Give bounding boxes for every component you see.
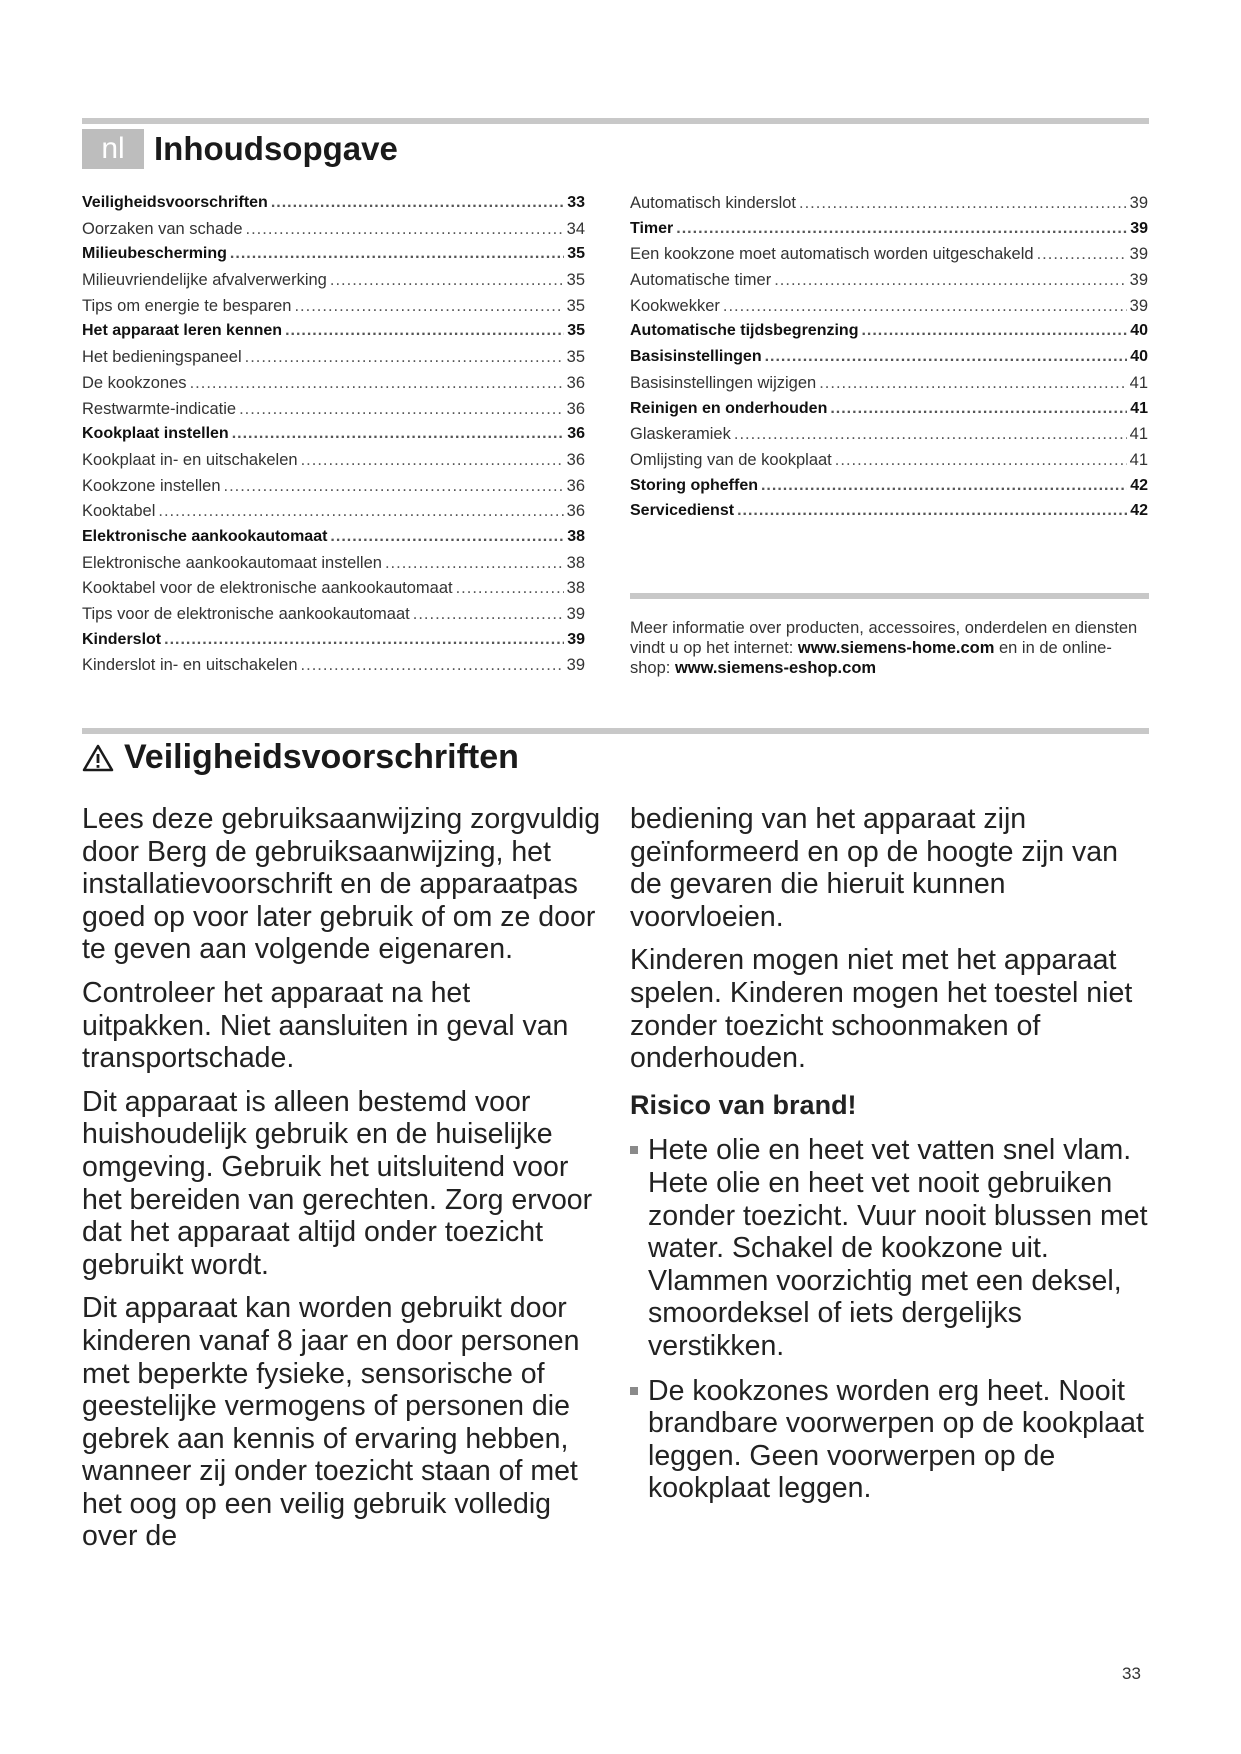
toc-entry[interactable] [630,220,1148,246]
bullet-item [630,1134,1155,1362]
toc-entry-page: 36 [566,399,585,418]
toc-entry-title: Tips voor de elektronische aankookautomaat [82,605,410,623]
toc-entry-title: Milieuvriendelijke afvalverwerking [82,271,327,290]
toc-entry-page: 39 [1130,219,1148,237]
safety-paragraph: Dit apparaat kan worden gebruikt door kinderen vanaf 8 jaar en door personen met beperkte fysieke, sensorische of geestelijke vermogens of personen die gebrek aan kennis of ervaring hebben, wanneer zij onder toezicht staan of met het oog op een veilig gebruik volledig over de [82,1292,580,1553]
more-info-text: Meer informatie over producten, accessoires, onderdelen en diensten vindt u op het internet: [630,619,1138,657]
toc-leader-dots [723,297,1127,316]
safety-paragraph: Lees deze gebruiksaanwijzing zorgvuldig door Berg de gebruiksaanwijzing, het installatievoorschrift en de apparaatpas goed op voor later gebruik of om ze door te geven aan volgende eigenaren. [82,803,601,966]
toc-entry-title: Basisinstellingen [630,348,762,366]
toc-leader-dots [224,477,564,496]
toc-entry-title: Het apparaat leren kennen [82,322,283,340]
toc-entry-title: Kinderslot in- en uitschakelen [82,656,298,675]
toc-leader-dots [164,631,564,649]
toc-entry-page: 39 [1129,296,1148,315]
warning-triangle-icon [82,743,114,773]
toc-entry-page: 38 [566,579,585,598]
toc-leader-dots [246,220,564,239]
safety-paragraph: bediening van het apparaat zijn geïnformeerd en op de hoogte zijn van de gevaren die hieruit kunnen voorvloeien. [630,803,1119,933]
toc-entry-title: Automatische timer [630,271,772,290]
toc-leader-dots [734,425,1127,444]
bullet-square-icon [630,1146,638,1154]
toc-entry-title: De kookzones [82,373,187,392]
toc-leader-dots [294,297,563,316]
toc-entry[interactable] [630,477,1148,503]
toc-entry-page: 39 [1129,194,1148,212]
toc-leader-dots [271,194,564,212]
toc-entry-title: Kookplaat instellen [82,425,229,443]
toc-entry[interactable] [630,425,1148,451]
toc-entry-page: 39 [567,630,585,648]
toc-title: Inhoudsopgave [154,130,398,167]
bullet-text: Hete olie en heet vet vatten snel vlam. Hete olie en heet vet nooit gebruiken zonder toezicht. Vuur nooit blussen met water. Schakel de kookzone uit. Vlammen voorzichtig met een deksel, smoordeksel of iets dergelijks verstikken. [648,1134,1148,1362]
toc-entry[interactable] [630,400,1148,426]
toc-leader-dots [330,271,564,290]
toc-entry-title: Veiligheidsvoorschriften [82,194,268,211]
toc-entry[interactable] [82,220,585,246]
toc-leader-dots [819,374,1126,393]
toc-entry-title: Milieubescherming [82,245,227,263]
toc-entry-page: 41 [1129,425,1148,444]
toc-entry-page: 35 [566,271,585,290]
toc-leader-dots [385,554,564,573]
toc-entry[interactable] [82,425,585,451]
toc-entry-page: 35 [566,296,585,315]
toc-leader-dots [230,245,564,263]
toc-leader-dots [835,451,1127,470]
toc-entry-title: Kinderslot [82,630,162,648]
toc-leader-dots [301,451,564,470]
toc-entry[interactable] [82,631,585,657]
safety-section-title [82,738,519,777]
toc-entry-title: Kookzone instellen [82,476,221,495]
toc-leader-dots [1037,245,1127,264]
bullet-text: De kookzones worden erg heet. Nooit brandbare voorwerpen op de kookplaat leggen. Geen voorwerpen op de kookplaat leggen. [648,1374,1144,1505]
toc-entry[interactable] [82,271,585,297]
toc-entry-page: 42 [1130,476,1148,494]
toc-leader-dots [158,502,563,521]
toc-entry-title: Glaskeramiek [630,425,731,444]
safety-title-text: Veiligheidsvoorschriften [124,738,519,776]
toc-entry[interactable] [630,502,1148,528]
toc-entry[interactable] [630,348,1148,374]
risk-heading: Risico van brand! [630,1089,857,1120]
toc-leader-dots [761,477,1127,495]
toc-entry-page: 35 [567,322,585,340]
page-number: 33 [1122,1664,1141,1683]
toc-entry[interactable] [630,271,1148,297]
toc-entry[interactable] [82,605,585,631]
toc-leader-dots [330,528,564,546]
toc-entry-title: Kookplaat in- en uitschakelen [82,450,298,469]
toc-entry[interactable] [630,245,1148,271]
toc-info-rule [630,593,1149,599]
toc-entry-title: Het bedieningspaneel [82,348,242,367]
toc-entry-page: 34 [566,219,585,238]
toc-entry[interactable] [82,528,585,554]
toc-entry-title: Basisinstellingen wijzigen [630,373,817,392]
toc-entry-page: 36 [566,450,585,469]
toc-entry-page: 41 [1129,450,1148,469]
toc-entry-page: 38 [567,527,585,545]
toc-entry-title: Kookwekker [630,296,720,315]
toc-entry[interactable] [82,502,585,528]
toc-entry-page: 38 [566,553,585,572]
toc-entry-title: Timer [630,219,674,237]
bullet-item [630,1375,1155,1505]
toc-entry[interactable] [630,374,1148,400]
safety-paragraph: Dit apparaat is alleen bestemd voor huishoudelijk gebruik en de huiselijke omgeving. Gebruik het uitsluitend voor het bereiden van gerechten. Zorg ervoor dat het apparaat altijd onder toezicht gebruikt wordt. [82,1085,593,1281]
toc-entry[interactable] [630,297,1148,323]
toc-leader-dots [239,400,564,419]
language-tag: nl [82,129,144,169]
toc-entry-page: 39 [566,656,585,675]
toc-entry-page: 39 [1129,271,1148,290]
toc-entry[interactable] [82,451,585,477]
toc-entry[interactable] [82,656,585,682]
toc-entry[interactable] [82,477,585,503]
toc-header [82,128,398,170]
toc-entry-page: 41 [1129,373,1148,392]
toc-entry-page: 40 [1130,348,1148,366]
toc-entry[interactable] [630,194,1148,220]
toc-leader-dots [799,194,1127,213]
toc-right-column [630,194,1148,528]
section-rule [82,728,1149,734]
toc-entry-title: Tips om energie te besparen [82,296,292,315]
more-info-note [630,618,1150,678]
toc-leader-dots [285,322,564,340]
toc-entry-title: Automatisch kinderslot [630,194,796,212]
toc-entry-title: Restwarmte-indicatie [82,399,237,418]
toc-entry[interactable] [630,451,1148,477]
toc-entry-page: 40 [1130,322,1148,340]
toc-entry-page: 36 [566,373,585,392]
toc-entry[interactable] [82,400,585,426]
toc-entry-title: Reinigen en onderhouden [630,399,828,417]
toc-entry-title: Een kookzone moet automatisch worden uitgeschakeld [630,245,1034,264]
toc-leader-dots [245,348,564,367]
toc-entry[interactable] [82,245,585,271]
toc-entry-title: Elektronische aankookautomaat instellen [82,553,382,572]
toc-leader-dots [190,374,564,393]
toc-entry[interactable] [630,322,1148,348]
toc-entry[interactable] [82,297,585,323]
website-link[interactable]: www.siemens-home.com [797,639,995,657]
toc-entry-title: Elektronische aankookautomaat [82,527,328,545]
more-info-text-2: en in de online-shop: [630,639,1112,677]
toc-entry[interactable] [82,322,585,348]
safety-paragraph: Kinderen mogen niet met het apparaat spelen. Kinderen mogen het toestel niet zonder toezicht schoonmaken of onderhouden. [630,944,1133,1075]
toc-entry-title: Automatische tijdsbegrenzing [630,322,859,340]
toc-entry-page: 36 [566,502,585,521]
toc-left-column [82,194,585,682]
toc-entry-title: Kooktabel [82,502,156,521]
toc-leader-dots [232,425,565,443]
toc-leader-dots [676,220,1127,238]
bullet-square-icon [630,1387,638,1395]
toc-entry[interactable] [82,554,585,580]
toc-leader-dots [456,579,564,598]
toc-leader-dots [765,348,1128,366]
toc-entry-page: 35 [567,245,585,263]
safety-left-column [82,803,607,1564]
toc-entry[interactable] [82,194,585,220]
toc-entry-page: 36 [566,476,585,495]
toc-entry-page: 41 [1130,399,1148,417]
toc-entry-page: 39 [1129,245,1148,264]
toc-entry-title: Storing opheffen [630,476,758,494]
toc-leader-dots [774,271,1126,290]
toc-entry-title: Omlijsting van de kookplaat [630,450,832,469]
toc-leader-dots [737,502,1127,520]
toc-entry-page: 42 [1130,502,1148,520]
eshop-link[interactable]: www.siemens-eshop.com [674,659,877,677]
toc-entry-title: Oorzaken van schade [82,219,243,238]
top-rule [82,118,1149,124]
toc-leader-dots [830,400,1127,418]
toc-entry-page: 35 [566,348,585,367]
toc-entry-page: 36 [567,425,585,443]
safety-paragraph: Controleer het apparaat na het uitpakken. Niet aansluiten in geval van transportschade. [82,976,569,1075]
toc-entry[interactable] [82,374,585,400]
toc-entry-page: 39 [566,605,585,623]
toc-entry[interactable] [82,579,585,605]
toc-entry[interactable] [82,348,585,374]
safety-right-column [630,803,1155,1517]
toc-leader-dots [861,322,1127,340]
toc-entry-title: Servicedienst [630,502,735,520]
toc-entry-title: Kooktabel voor de elektronische aankookautomaat [82,579,453,598]
toc-leader-dots [413,605,564,624]
toc-leader-dots [301,656,564,675]
toc-entry-page: 33 [567,194,585,211]
